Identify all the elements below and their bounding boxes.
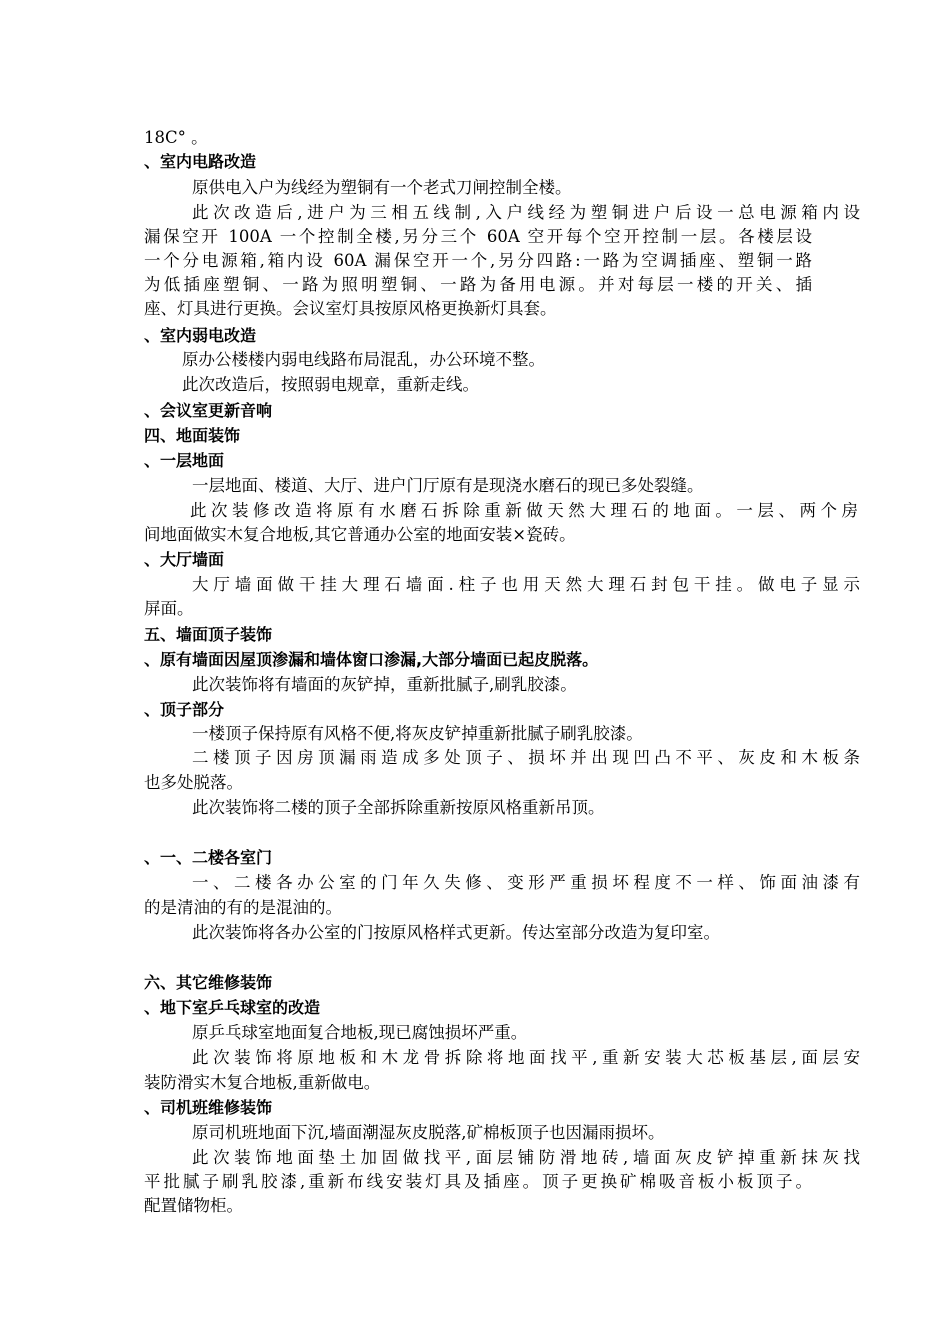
body-text-line: 大厅墙面做干挂大理石墙面.柱子也用天然大理石封包干挂。做电子显示 [192, 575, 860, 594]
body-text-line: 座、灯具进行更换。会议室灯具按原风格更换新灯具套。 [144, 299, 557, 318]
body-text-line: 此次装饰将各办公室的门按原风格样式更新。传达室部分改造为复印室。 [192, 923, 720, 942]
body-text-line: 配置储物柜。 [144, 1196, 243, 1215]
body-text-line: 一个分电源箱,箱内设 60A 漏保空开一个,另分四路:一路为空调插座、塑铜一路 [144, 251, 812, 270]
section-heading: 五、墙面顶子装饰 [144, 625, 273, 644]
section-heading: 、室内电路改造 [144, 152, 257, 171]
body-text-line: 此次装饰将二楼的顶子全部拆除重新按原风格重新吊顶。 [192, 798, 605, 817]
body-text-line: 此次装饰地面垫土加固做找平,面层铺防滑地砖,墙面灰皮铲掉重新抹灰找 [192, 1148, 860, 1167]
body-text-line: 漏保空开 100A 一个控制全楼,另分三个 60A 空开每个空开控制一层。各楼层设 [144, 227, 812, 246]
body-text-line: 此次改造后，按照弱电规章，重新走线。 [182, 375, 479, 394]
body-text-line: 此次装修改造将原有水磨石拆除重新做天然大理石的地面。一层、两个房 [190, 501, 858, 520]
section-heading: 、地下室乒乓球室的改造 [144, 998, 321, 1017]
section-heading: 四、地面装饰 [144, 426, 241, 445]
body-text-line: 原供电入户为线经为塑铜有一个老式刀闸控制全楼。 [192, 178, 572, 197]
body-text-line: 间地面做实木复合地板,其它普通办公室的地面安装×瓷砖。 [144, 525, 576, 544]
body-text-line: 二楼顶子因房顶漏雨造成多处顶子、损坏并出现凹凸不平、灰皮和木板条 [192, 748, 860, 767]
section-heading: 、顶子部分 [144, 700, 225, 719]
body-text-line: 的是清油的有的是混油的。 [144, 898, 342, 917]
section-heading: 、会议室更新音响 [144, 401, 273, 420]
section-heading: 、司机班维修装饰 [144, 1098, 273, 1117]
body-text-line: 平批腻子刷乳胶漆,重新布线安装灯具及插座。顶子更换矿棉吸音板小板顶子。 [144, 1172, 812, 1191]
body-text-line: 装防滑实木复合地板,重新做电。 [144, 1073, 381, 1092]
section-heading: 、大厅墙面 [144, 550, 225, 569]
body-text-line: 此次装饰将有墙面的灰铲掉，重新批腻子,刷乳胶漆。 [192, 675, 577, 694]
body-text-line: 一、二楼各办公室的门年久失修、变形严重损坏程度不一样、饰面油漆有 [192, 873, 860, 892]
body-text-line: 原司机班地面下沉,墙面潮湿灰皮脱落,矿棉板顶子也因漏雨损坏。 [192, 1123, 665, 1142]
body-text-line: 为低插座塑铜、一路为照明塑铜、一路为备用电源。并对每层一楼的开关、插 [144, 275, 812, 294]
body-text-line: 原乒乓球室地面复合地板,现已腐蚀损坏严重。 [192, 1023, 528, 1042]
body-text-line: 此次装饰将原地板和木龙骨拆除将地面找平,重新安装大芯板基层,面层安 [192, 1048, 860, 1067]
body-text-line: 此次改造后,进户为三相五线制,入户线经为塑铜进户后设一总电源箱内设 [192, 203, 860, 222]
section-heading: 、原有墙面因屋顶渗漏和墙体窗口渗漏,大部分墙面已起皮脱落。 [144, 650, 599, 669]
body-text-line: 也多处脱落。 [144, 773, 243, 792]
section-heading: 、一层地面 [144, 451, 225, 470]
section-heading: 、一、二楼各室门 [144, 848, 273, 867]
section-heading: 六、其它维修装饰 [144, 973, 273, 992]
body-text-line: 屏面。 [144, 599, 194, 618]
body-text-line: 18C° 。 [144, 128, 208, 147]
body-text-line: 一楼顶子保持原有风格不便,将灰皮铲掉重新批腻子刷乳胶漆。 [192, 724, 643, 743]
body-text-line: 一层地面、楼道、大厅、进户门厅原有是现浇水磨石的现已多处裂缝。 [192, 476, 704, 495]
section-heading: 、室内弱电改造 [144, 326, 257, 345]
body-text-line: 原办公楼楼内弱电线路布局混乱，办公环境不整。 [182, 350, 545, 369]
